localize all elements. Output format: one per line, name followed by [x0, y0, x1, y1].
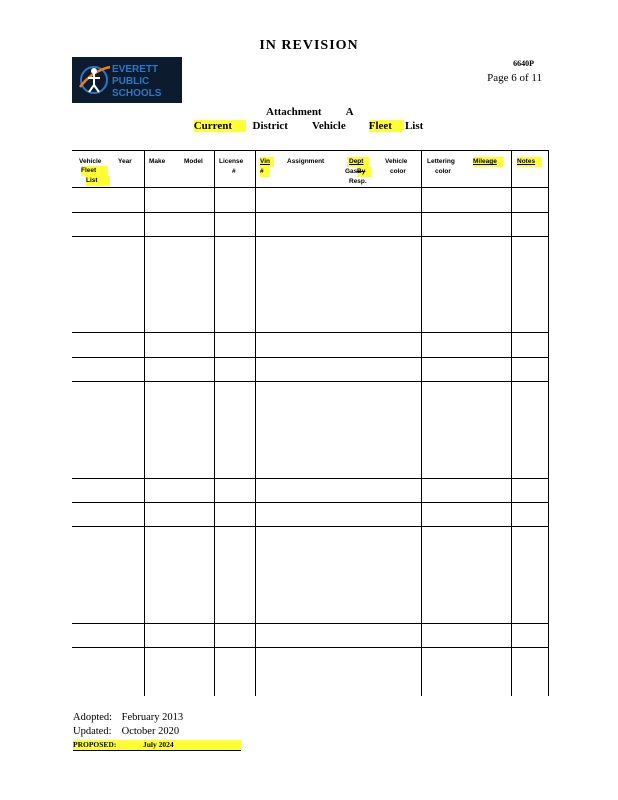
row-divider — [72, 212, 549, 213]
header-lettering-color: color — [435, 168, 451, 175]
column-divider — [255, 150, 256, 696]
logo-line-3: SCHOOLS — [112, 88, 162, 99]
row-divider — [72, 187, 549, 188]
row-divider — [72, 236, 549, 237]
header-gas: Gas — [345, 168, 358, 175]
subtitle-current: Current — [194, 120, 246, 132]
proposed-value: July 2024 — [143, 740, 174, 749]
adopted-row — [73, 711, 183, 725]
subtitle-district: District — [252, 120, 288, 132]
row-divider — [72, 502, 549, 503]
column-divider — [144, 150, 145, 696]
header-make: Make — [149, 158, 166, 165]
header-year: Year — [118, 158, 132, 165]
logo-line-1: EVERETT — [112, 64, 159, 75]
header-list: List — [86, 176, 110, 186]
header-vehicle: Vehicle — [79, 158, 102, 165]
header-mileage: Mileage — [473, 157, 503, 167]
table-border-right — [548, 150, 549, 696]
row-divider — [72, 526, 549, 527]
document-title: IN REVISION — [259, 38, 359, 53]
header-license-hash: # — [232, 168, 236, 175]
logo-line-2: PUBLIC — [112, 76, 150, 87]
updated-row — [73, 725, 183, 739]
row-divider — [72, 357, 549, 358]
row-divider — [72, 332, 549, 333]
attachment-word: Attachment — [266, 106, 322, 118]
header-notes: Notes — [517, 157, 542, 167]
row-divider — [72, 623, 549, 624]
proposed-row — [73, 740, 241, 751]
column-divider — [421, 150, 422, 696]
adopted-label: Adopted: — [73, 712, 113, 723]
revision-footer — [73, 711, 183, 738]
attachment-letter: A — [345, 106, 354, 118]
table-grid — [72, 150, 549, 696]
header-by: By — [357, 167, 371, 177]
row-divider — [72, 478, 549, 479]
header-dept: Dept — [347, 157, 369, 167]
attachment-heading — [266, 106, 378, 118]
updated-value: October 2020 — [121, 725, 180, 737]
subtitle — [0, 120, 618, 132]
header-assignment: Assignment — [287, 158, 325, 165]
proposed-label: PROPOSED: — [73, 740, 117, 749]
header-vehicle-color: Vehicle — [385, 158, 408, 165]
header-vin-hash: # — [260, 167, 269, 177]
page-indicator: Page 6 of 11 — [487, 72, 542, 84]
updated-label: Updated: — [73, 725, 112, 737]
header-color: color — [390, 168, 406, 175]
header-lettering: Lettering — [427, 158, 455, 165]
subtitle-list: List — [404, 120, 424, 132]
fleet-table — [72, 150, 549, 696]
header-model: Model — [184, 158, 203, 165]
everett-public-schools-logo — [72, 57, 182, 103]
header-vin: Vin — [260, 157, 274, 167]
header-resp: Resp. — [349, 178, 367, 185]
adopted-value: February 2013 — [121, 712, 184, 723]
header-license: License — [219, 158, 244, 165]
policy-number: 6640P — [513, 59, 534, 68]
everett-logo-icon — [72, 57, 182, 103]
row-divider — [72, 647, 549, 648]
row-divider — [72, 381, 549, 382]
subtitle-vehicle: Vehicle — [311, 120, 346, 132]
column-divider — [214, 150, 215, 696]
header-fleet: Fleet — [81, 166, 108, 176]
subtitle-fleet: Fleet — [369, 120, 404, 132]
column-divider — [511, 150, 512, 696]
